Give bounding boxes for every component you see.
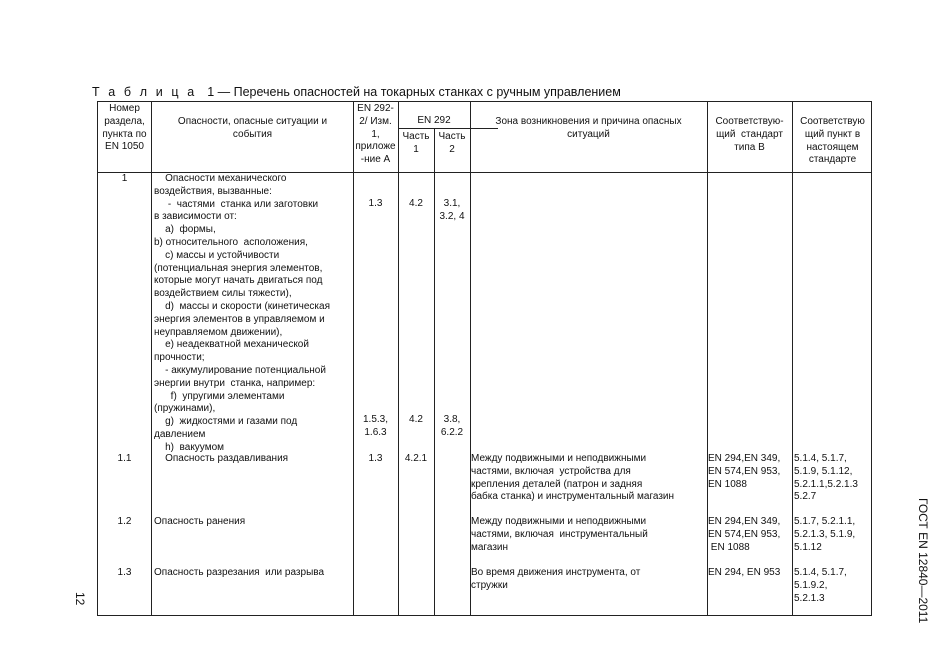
row11-zone: Между подвижными и неподвижными частями, включая устройства для крепления деталей (патрон и задняя бабка станка) и инструментальный магазин — [471, 453, 675, 503]
row11-number: 1.1 — [117, 453, 132, 464]
row13-hazard: Опасность разрезания или разрыва — [154, 567, 325, 578]
header-en292: EN 292 — [417, 115, 451, 126]
row13-zone: Во время движения инструмента, от стружки — [471, 567, 641, 591]
row11-part1: 4.2.1 — [404, 453, 428, 464]
row13-standard: EN 294, EN 953 — [708, 567, 781, 578]
row1-en292-2-fluids: 1.5.3, 1.6.3 — [362, 414, 389, 438]
header-clause: Соответствую щий пункт в настоящем стандарте — [800, 116, 865, 166]
col-divider — [398, 102, 399, 615]
row13-clause: 5.1.4, 5.1.7, 5.1.9.2, 5.2.1.3 — [794, 567, 847, 604]
row1-part2: 3.1, 3.2, 4 — [439, 198, 465, 222]
caption-label: Т а б л и ц а — [92, 85, 197, 99]
hazards-table — [97, 101, 872, 616]
row1-hazard: Опасности механического воздействия, вызванные: - частями станка или заготовки в зависимости от: а) формы, b) относительного асположения, с) массы и устойчивости (потенциальная энергия элементов, которые могут начать двигаться под воздействием силы тяжести), d) массы и скорости (кинетическая энергия элементов в управляемом и неуправляемом движении), е) неадекватной механической прочности; - аккумулирование потенциальной энергии внутри станка, например: f) упругими элементами (пружинами), g) жидкостями и газами под давлением h) вакуумом — [154, 173, 330, 453]
header-part1: Часть 1 — [402, 131, 430, 155]
row11-standard: EN 294,EN 349, EN 574,EN 953, EN 1088 — [708, 453, 781, 490]
header-hazards: Опасности, опасные ситуации и события — [177, 116, 328, 140]
row12-standard: EN 294,EN 349, EN 574,EN 953, EN 1088 — [708, 516, 781, 553]
row1-number: 1 — [121, 173, 128, 184]
caption-text: 1 — Перечень опасностей на токарных станках с ручным управлением — [207, 85, 621, 99]
header-section-number: Номер раздела, пункта по EN 1050 — [102, 103, 147, 153]
col-divider — [792, 102, 793, 615]
table-caption — [92, 85, 621, 99]
row11-en292-2: 1.3 — [368, 453, 383, 464]
col-divider — [151, 102, 152, 615]
row1-part2-fluids: 3.8, 6.2.2 — [440, 414, 464, 438]
header-part2: Часть 2 — [438, 131, 466, 155]
gost-designation: ГОСТ EN 12840—2011 — [916, 498, 930, 624]
row12-clause: 5.1.7, 5.2.1.1, 5.2.1.3, 5.1.9, 5.1.12 — [794, 516, 856, 553]
row12-zone: Между подвижными и неподвижными частями, включая инструментальный магазин — [471, 516, 648, 553]
row13-number: 1.3 — [117, 567, 132, 578]
header-type-b-standard: Соответствую- щий стандарт типа В — [715, 116, 784, 153]
row1-part1: 4.2 — [409, 198, 423, 209]
row1-part1-fluids: 4.2 — [409, 414, 423, 425]
col-divider — [353, 102, 354, 615]
row12-hazard: Опасность ранения — [154, 516, 246, 527]
page-number: 12 — [73, 592, 87, 606]
row11-clause: 5.1.4, 5.1.7, 5.1.9, 5.1.12, 5.2.1.1,5.2.1.3 5.2.7 — [794, 453, 858, 503]
row11-hazard: Опасность раздавливания — [154, 453, 289, 464]
header-en292-2: EN 292- 2/ Изм. 1, приложе -ние А — [355, 103, 396, 166]
row12-number: 1.2 — [117, 516, 132, 527]
row1-en292-2: 1.3 — [368, 198, 383, 209]
header-zone: Зона возникновения и причина опасных ситуаций — [495, 116, 682, 140]
